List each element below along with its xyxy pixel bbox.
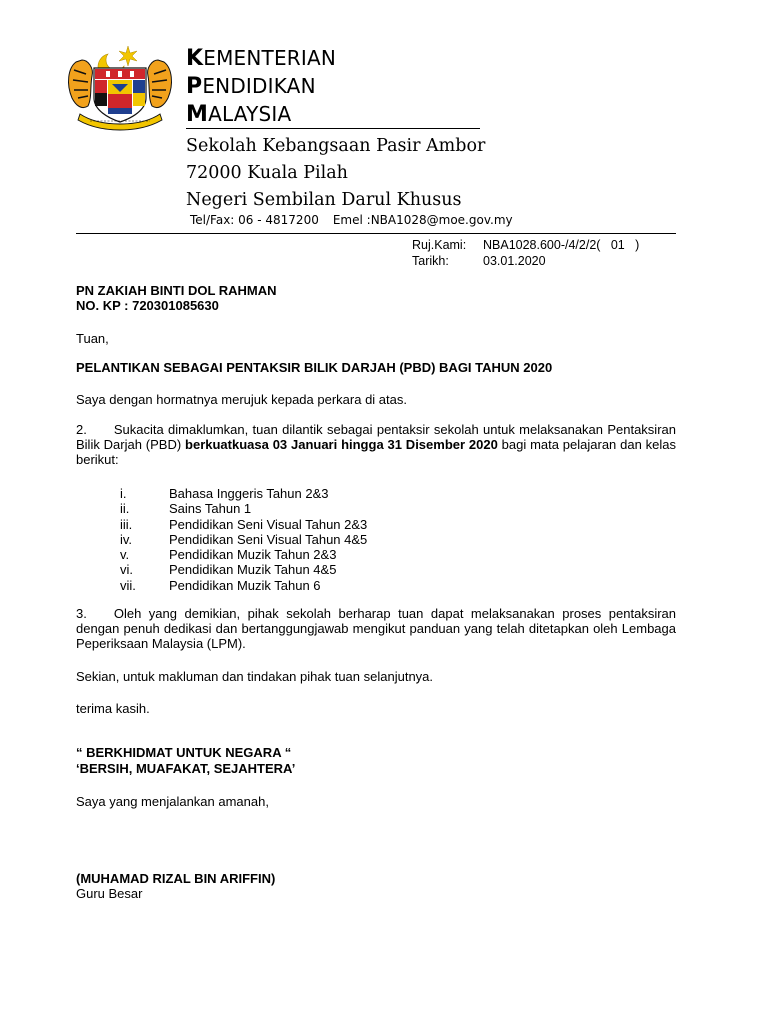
letterhead-divider xyxy=(76,233,676,234)
date-row xyxy=(412,253,639,269)
ministry-line-1-rest: EMENTERIAN xyxy=(203,46,337,70)
ministry-line-2 xyxy=(186,72,336,100)
list-item-text: Sains Tahun 1 xyxy=(169,501,252,517)
list-item-number: v. xyxy=(120,547,130,563)
paragraph-3-text: Oleh yang demikian, pihak sekolah berharap tuan dapat melaksanakan proses pentaksiran dengan penuh dedikasi dan bertanggungjawab mengikut panduan yang telah ditetapkan oleh Lembaga Peperiksaan Malaysia (LPM). xyxy=(76,606,676,651)
list-item-number: iv. xyxy=(120,531,133,547)
subject-list xyxy=(120,486,520,593)
recipient-ic: NO. KP : 720301085630 xyxy=(76,298,219,313)
ministry-line-3-initial: M xyxy=(186,102,209,127)
paragraph-2-text-a: Sukacita dimaklumkan, tuan dilantik sebagai pentaksir sekolah untuk melaksanakan Pentaksiran Bilik Darjah (PBD) xyxy=(76,422,676,452)
ministry-underline xyxy=(186,128,480,129)
date-value: 03.01.2020 xyxy=(483,254,546,268)
paragraph-3 xyxy=(76,606,676,651)
ministry-name xyxy=(186,44,336,128)
list-item xyxy=(120,562,520,577)
list-item-number: i. xyxy=(120,486,127,501)
list-item xyxy=(120,547,520,562)
paragraph-2-text-b: bagi mata pelajaran dan kelas berikut: xyxy=(76,437,676,467)
reference-row xyxy=(412,237,639,253)
subject-heading: PELANTIKAN SEBAGAI PENTAKSIR BILIK DARJAH (PBD) BAGI TAHUN 2020 xyxy=(76,360,553,375)
paragraph-2 xyxy=(76,422,676,467)
motto-line-2: ‘BERSIH, MUAFAKAT, SEJAHTERA’ xyxy=(76,761,296,776)
signoff: Saya yang menjalankan amanah, xyxy=(76,794,269,809)
signatory-name: (MUHAMAD RIZAL BIN ARIFFIN) xyxy=(76,871,276,886)
paragraph-2-number: 2. xyxy=(76,422,87,437)
list-item-text: Pendidikan Muzik Tahun 2&3 xyxy=(169,547,337,563)
date-label: Tarikh: xyxy=(412,254,449,268)
list-item xyxy=(120,486,520,501)
reference-block xyxy=(412,237,639,269)
school-address xyxy=(186,133,485,214)
salutation: Tuan, xyxy=(76,331,109,346)
list-item-text: Pendidikan Muzik Tahun 6 xyxy=(169,577,321,593)
school-address-line-1: 72000 Kuala Pilah xyxy=(186,163,348,183)
list-item xyxy=(120,578,520,593)
list-item-text: Pendidikan Seni Visual Tahun 4&5 xyxy=(169,531,368,547)
school-contact xyxy=(190,212,513,228)
email: Emel :NBA1028@moe.gov.my xyxy=(332,213,513,227)
list-item-text: Pendidikan Muzik Tahun 4&5 xyxy=(169,562,337,578)
closing: terima kasih. xyxy=(76,701,150,716)
signatory-title: Guru Besar xyxy=(76,886,143,901)
paragraph-3-number: 3. xyxy=(76,606,87,621)
ministry-line-2-rest: ENDIDIKAN xyxy=(202,74,316,98)
paragraph-2-effective-dates: berkuatkuasa 03 Januari hingga 31 Disember 2020 xyxy=(185,437,498,452)
list-item xyxy=(120,532,520,547)
telfax: Tel/Fax: 06 - 4817200 xyxy=(190,213,319,227)
list-item-text: Pendidikan Seni Visual Tahun 2&3 xyxy=(169,516,368,532)
list-item xyxy=(120,501,520,516)
list-item-number: vii. xyxy=(120,577,136,593)
school-name: Sekolah Kebangsaan Pasir Ambor xyxy=(186,136,486,156)
coat-of-arms-icon xyxy=(62,40,178,132)
ministry-line-3-rest: ALAYSIA xyxy=(208,102,292,126)
list-item-number: ii. xyxy=(120,501,130,517)
recipient-name: PN ZAKIAH BINTI DOL RAHMAN xyxy=(76,283,277,298)
list-item-number: vi. xyxy=(120,562,133,578)
paragraph-4: Sekian, untuk makluman dan tindakan pihak tuan selanjutnya. xyxy=(76,669,434,684)
ministry-line-1 xyxy=(186,44,336,72)
paragraph-1: Saya dengan hormatnya merujuk kepada perkara di atas. xyxy=(76,392,407,407)
school-address-line-2: Negeri Sembilan Darul Khusus xyxy=(186,190,462,210)
list-item-text: Bahasa Inggeris Tahun 2&3 xyxy=(169,486,329,501)
list-item xyxy=(120,517,520,532)
ministry-line-1-initial: K xyxy=(186,46,204,71)
motto-line-1: “ BERKHIDMAT UNTUK NEGARA “ xyxy=(76,745,292,760)
ministry-line-2-initial: P xyxy=(186,74,203,99)
reference-label: Ruj.Kami: xyxy=(412,238,467,252)
reference-value: NBA1028.600-/4/2/2( 01 ) xyxy=(483,238,640,252)
ministry-line-3 xyxy=(186,100,336,128)
list-item-number: iii. xyxy=(120,516,133,532)
